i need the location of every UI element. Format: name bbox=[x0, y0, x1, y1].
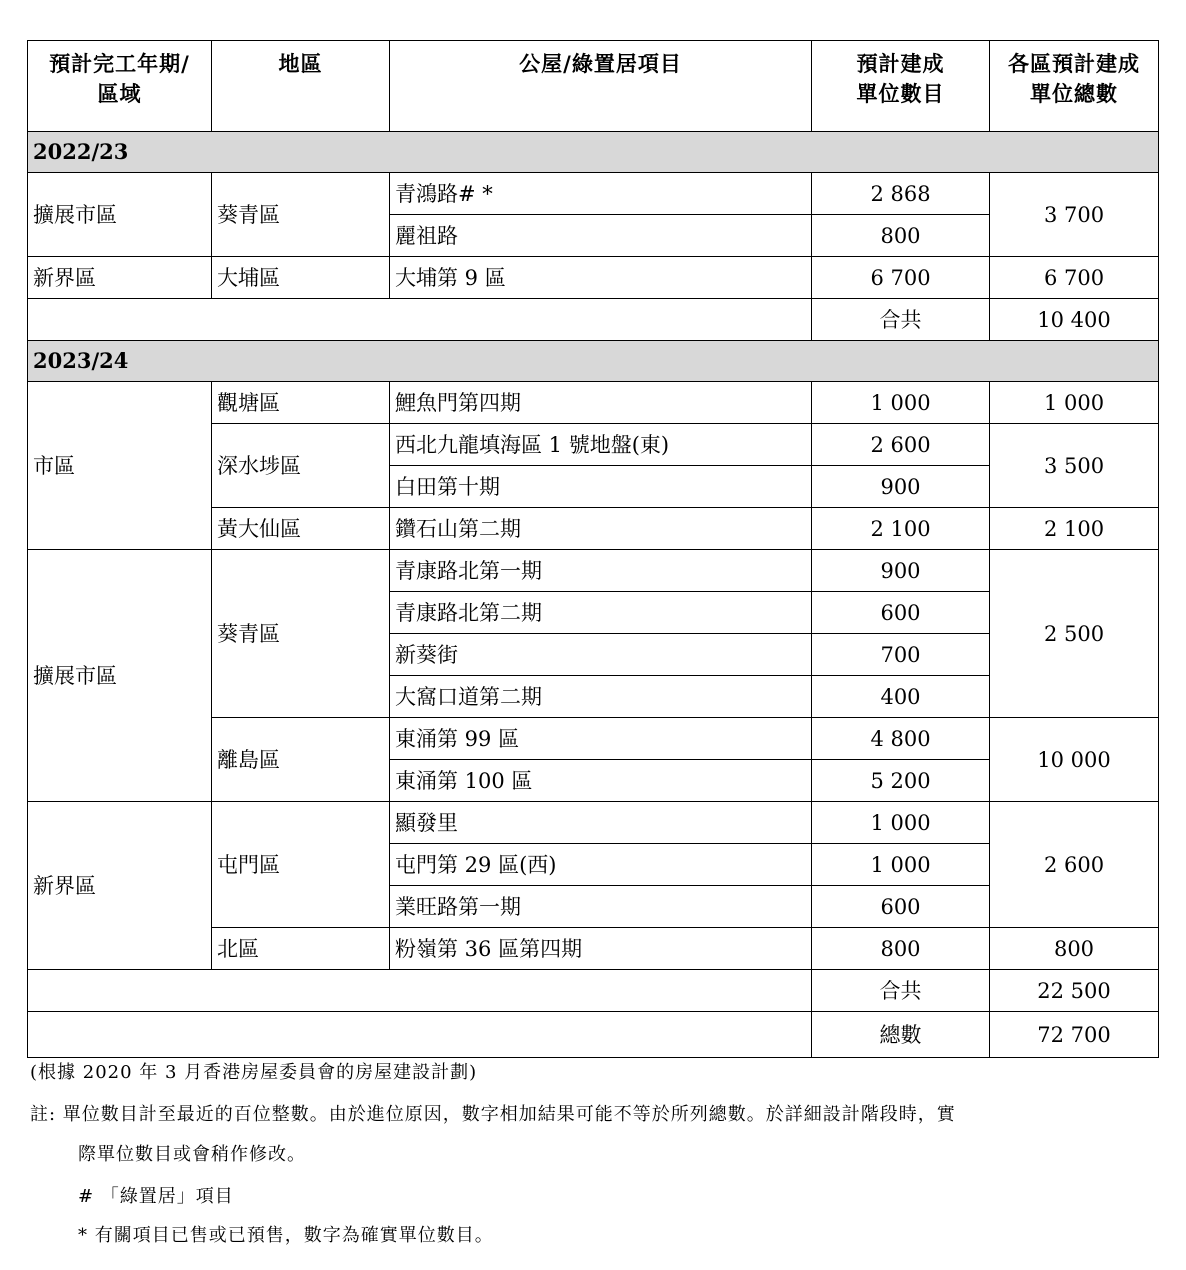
units-cell: 2 868 bbox=[812, 173, 990, 215]
units-cell: 6 700 bbox=[812, 257, 990, 299]
district-total-cell: 2 600 bbox=[990, 802, 1159, 928]
units-cell: 700 bbox=[812, 634, 990, 676]
note-line-2: 際單位數目或會稍作修改。 bbox=[78, 1144, 306, 1165]
table-row bbox=[28, 382, 1159, 424]
district-cell: 深水埗區 bbox=[212, 424, 390, 508]
project-cell: 白田第十期 bbox=[390, 466, 812, 508]
star-note: * 有關項目已售或已預售，數字為確實單位數目。 bbox=[78, 1225, 494, 1246]
units-cell: 900 bbox=[812, 466, 990, 508]
district-cell: 觀塘區 bbox=[212, 382, 390, 424]
header-units: 預計建成 單位數目 bbox=[812, 41, 990, 132]
project-cell: 西北九龍填海區 1 號地盤(東) bbox=[390, 424, 812, 466]
district-cell: 葵青區 bbox=[212, 173, 390, 257]
units-cell: 2 600 bbox=[812, 424, 990, 466]
year-row-2023 bbox=[28, 341, 1159, 382]
district-total-cell: 6 700 bbox=[990, 257, 1159, 299]
district-total-cell: 3 500 bbox=[990, 424, 1159, 508]
note-line-1: 註: 單位數目計至最近的百位整數。由於進位原因，數字相加結果可能不等於所列總數。於詳細設計階段時，實 bbox=[30, 1104, 956, 1125]
district-total-cell: 3 700 bbox=[990, 173, 1159, 257]
region-cell: 新界區 bbox=[28, 257, 212, 299]
units-cell: 900 bbox=[812, 550, 990, 592]
grand-total-value: 72 700 bbox=[990, 1012, 1159, 1058]
table-row bbox=[28, 173, 1159, 215]
year-label: 2023/24 bbox=[28, 341, 1159, 382]
region-cell: 新界區 bbox=[28, 802, 212, 970]
project-cell: 東涌第 100 區 bbox=[390, 760, 812, 802]
table-row bbox=[28, 802, 1159, 844]
year-label: 2022/23 bbox=[28, 132, 1159, 173]
table-row bbox=[28, 550, 1159, 592]
district-total-cell: 2 500 bbox=[990, 550, 1159, 718]
district-cell: 屯門區 bbox=[212, 802, 390, 928]
project-cell: 鑽石山第二期 bbox=[390, 508, 812, 550]
project-cell: 屯門第 29 區(西) bbox=[390, 844, 812, 886]
header-district-total: 各區預計建成 單位總數 bbox=[990, 41, 1159, 132]
project-cell: 青鴻路# * bbox=[390, 173, 812, 215]
project-cell: 麗祖路 bbox=[390, 215, 812, 257]
district-cell: 大埔區 bbox=[212, 257, 390, 299]
district-cell: 黃大仙區 bbox=[212, 508, 390, 550]
project-cell: 大窩口道第二期 bbox=[390, 676, 812, 718]
units-cell: 4 800 bbox=[812, 718, 990, 760]
header-year-region: 預計完工年期/ 區域 bbox=[28, 41, 212, 132]
header-project: 公屋/綠置居項目 bbox=[390, 41, 812, 132]
source-note: (根據 2020 年 3 月香港房屋委員會的房屋建設計劃) bbox=[30, 1062, 478, 1083]
units-cell: 5 200 bbox=[812, 760, 990, 802]
project-cell: 東涌第 99 區 bbox=[390, 718, 812, 760]
grand-total-row bbox=[28, 1012, 1159, 1058]
district-total-cell: 2 100 bbox=[990, 508, 1159, 550]
subtotal-row bbox=[28, 299, 1159, 341]
district-total-cell: 800 bbox=[990, 928, 1159, 970]
project-cell: 青康路北第二期 bbox=[390, 592, 812, 634]
project-cell: 業旺路第一期 bbox=[390, 886, 812, 928]
subtotal-label: 合共 bbox=[812, 970, 990, 1012]
blank-cell bbox=[28, 1012, 812, 1058]
subtotal-row bbox=[28, 970, 1159, 1012]
grand-total-label: 總數 bbox=[812, 1012, 990, 1058]
blank-cell bbox=[28, 970, 812, 1012]
region-cell: 擴展市區 bbox=[28, 173, 212, 257]
region-cell: 擴展市區 bbox=[28, 550, 212, 802]
hash-note: # 「綠置居」項目 bbox=[78, 1186, 234, 1207]
housing-table bbox=[27, 40, 1159, 1058]
units-cell: 600 bbox=[812, 886, 990, 928]
subtotal-value: 10 400 bbox=[990, 299, 1159, 341]
year-row-2022 bbox=[28, 132, 1159, 173]
table-row bbox=[28, 257, 1159, 299]
project-cell: 大埔第 9 區 bbox=[390, 257, 812, 299]
units-cell: 400 bbox=[812, 676, 990, 718]
header-district: 地區 bbox=[212, 41, 390, 132]
project-cell: 新葵街 bbox=[390, 634, 812, 676]
project-cell: 鯉魚門第四期 bbox=[390, 382, 812, 424]
district-cell: 離島區 bbox=[212, 718, 390, 802]
district-total-cell: 10 000 bbox=[990, 718, 1159, 802]
region-cell: 市區 bbox=[28, 382, 212, 550]
units-cell: 2 100 bbox=[812, 508, 990, 550]
project-cell: 顯發里 bbox=[390, 802, 812, 844]
units-cell: 800 bbox=[812, 928, 990, 970]
units-cell: 800 bbox=[812, 215, 990, 257]
blank-cell bbox=[28, 299, 812, 341]
district-cell: 葵青區 bbox=[212, 550, 390, 718]
subtotal-label: 合共 bbox=[812, 299, 990, 341]
units-cell: 1 000 bbox=[812, 802, 990, 844]
units-cell: 1 000 bbox=[812, 382, 990, 424]
subtotal-value: 22 500 bbox=[990, 970, 1159, 1012]
header-row bbox=[28, 41, 1159, 132]
project-cell: 青康路北第一期 bbox=[390, 550, 812, 592]
district-cell: 北區 bbox=[212, 928, 390, 970]
district-total-cell: 1 000 bbox=[990, 382, 1159, 424]
units-cell: 600 bbox=[812, 592, 990, 634]
units-cell: 1 000 bbox=[812, 844, 990, 886]
project-cell: 粉嶺第 36 區第四期 bbox=[390, 928, 812, 970]
